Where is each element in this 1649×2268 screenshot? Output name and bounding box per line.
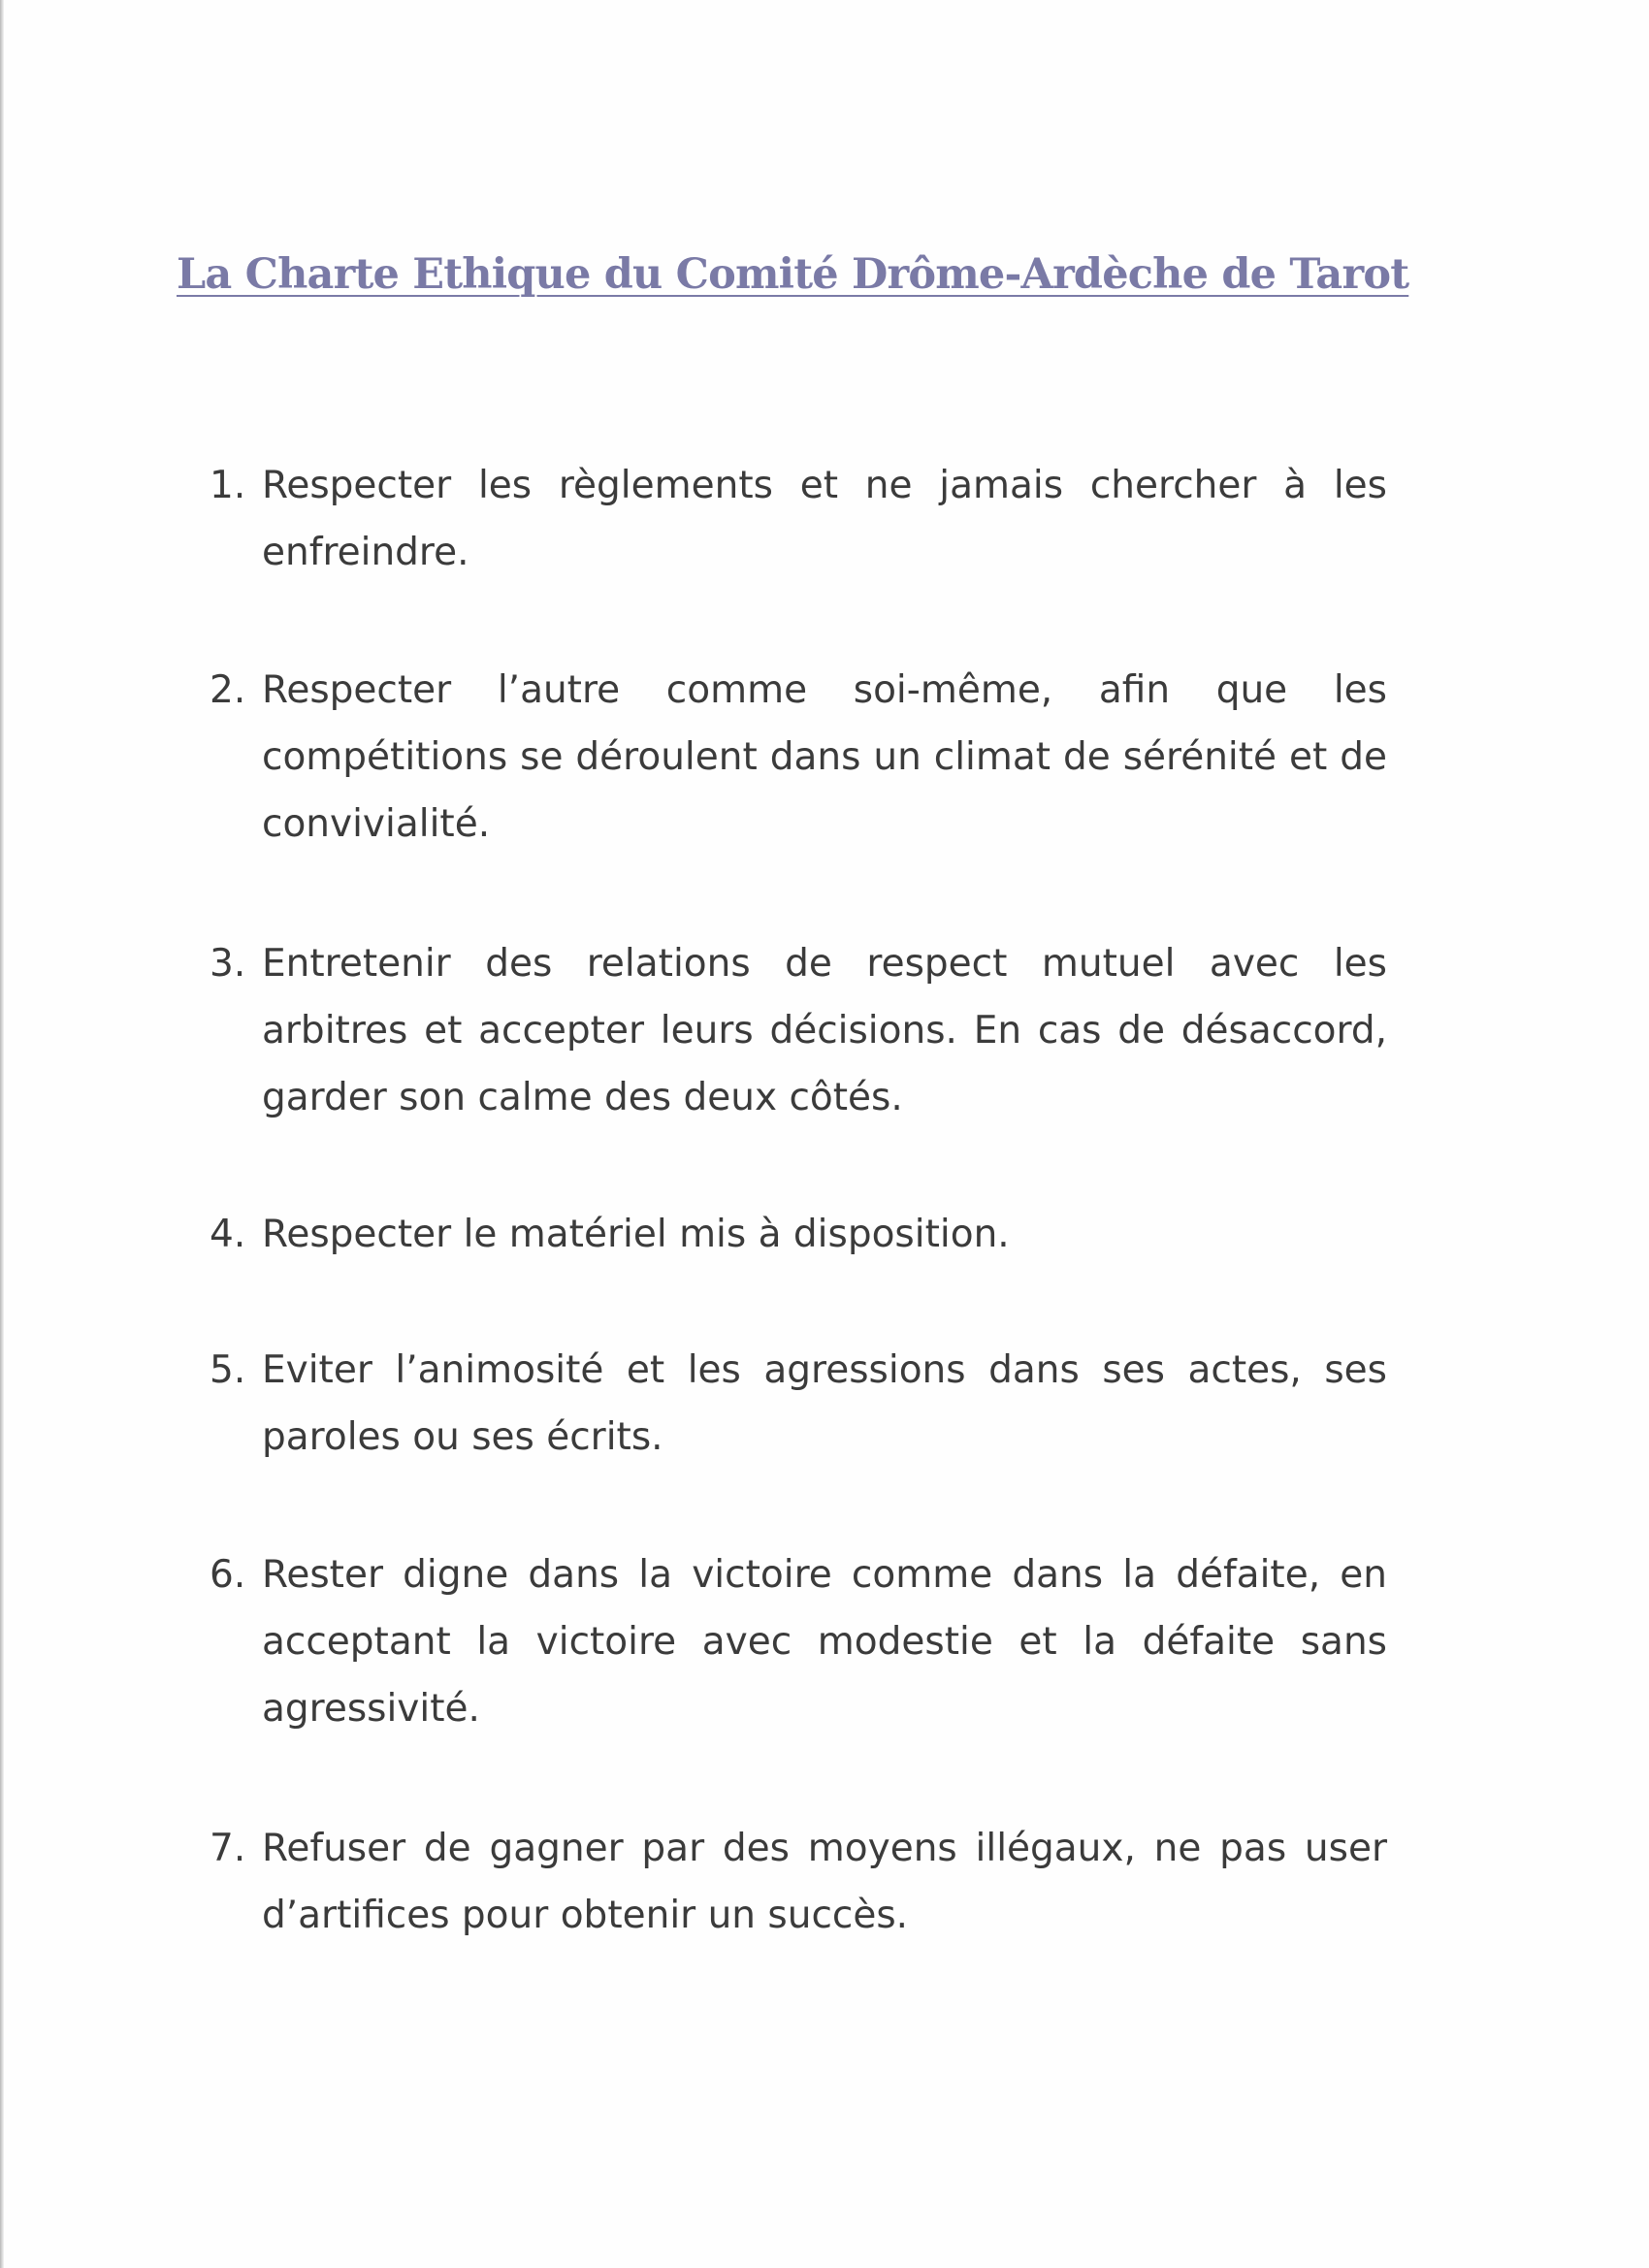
charter-item-5 [210, 1337, 1387, 1471]
charter-item-text: Entretenir des relations de respect mutuel avec les arbitres et accepter leurs décisions. En cas de désaccord, garder son calme des deux côtés. [262, 942, 1387, 1119]
charter-item-text: Respecter le matériel mis à disposition. [262, 1213, 1010, 1256]
charter-item-number: 5. [210, 1348, 246, 1392]
page-edge-shadow [0, 0, 4, 2268]
charter-title: La Charte Ethique du Comité Drôme-Ardèche de Tarot [177, 250, 1409, 299]
charter-item-number: 3. [210, 942, 246, 986]
charter-item-6 [210, 1541, 1387, 1742]
charter-item-text: Eviter l’animosité et les agressions dans ses actes, ses paroles ou ses écrits. [262, 1348, 1387, 1459]
charter-item-1 [210, 452, 1387, 586]
charter-item-number: 1. [210, 464, 246, 507]
charter-item-number: 4. [210, 1213, 246, 1256]
charter-item-number: 7. [210, 1827, 246, 1870]
charter-item-text: Respecter l’autre comme soi-même, afin que les compétitions se déroulent dans un climat de sérénité et de convivialité. [262, 668, 1387, 846]
charter-item-number: 6. [210, 1553, 246, 1597]
charter-item-text: Refuser de gagner par des moyens illégaux, ne pas user d’artifices pour obtenir un succès. [262, 1827, 1387, 1937]
charter-item-2 [210, 657, 1387, 858]
charter-item-text: Respecter les règlements et ne jamais chercher à les enfreindre. [262, 464, 1387, 574]
charter-item-3 [210, 930, 1387, 1131]
charter-item-number: 2. [210, 668, 246, 712]
charter-item-7 [210, 1815, 1387, 1949]
charter-item-4 [210, 1201, 1387, 1268]
charter-item-text: Rester digne dans la victoire comme dans la défaite, en acceptant la victoire avec modestie et la défaite sans agressivité. [262, 1553, 1387, 1731]
